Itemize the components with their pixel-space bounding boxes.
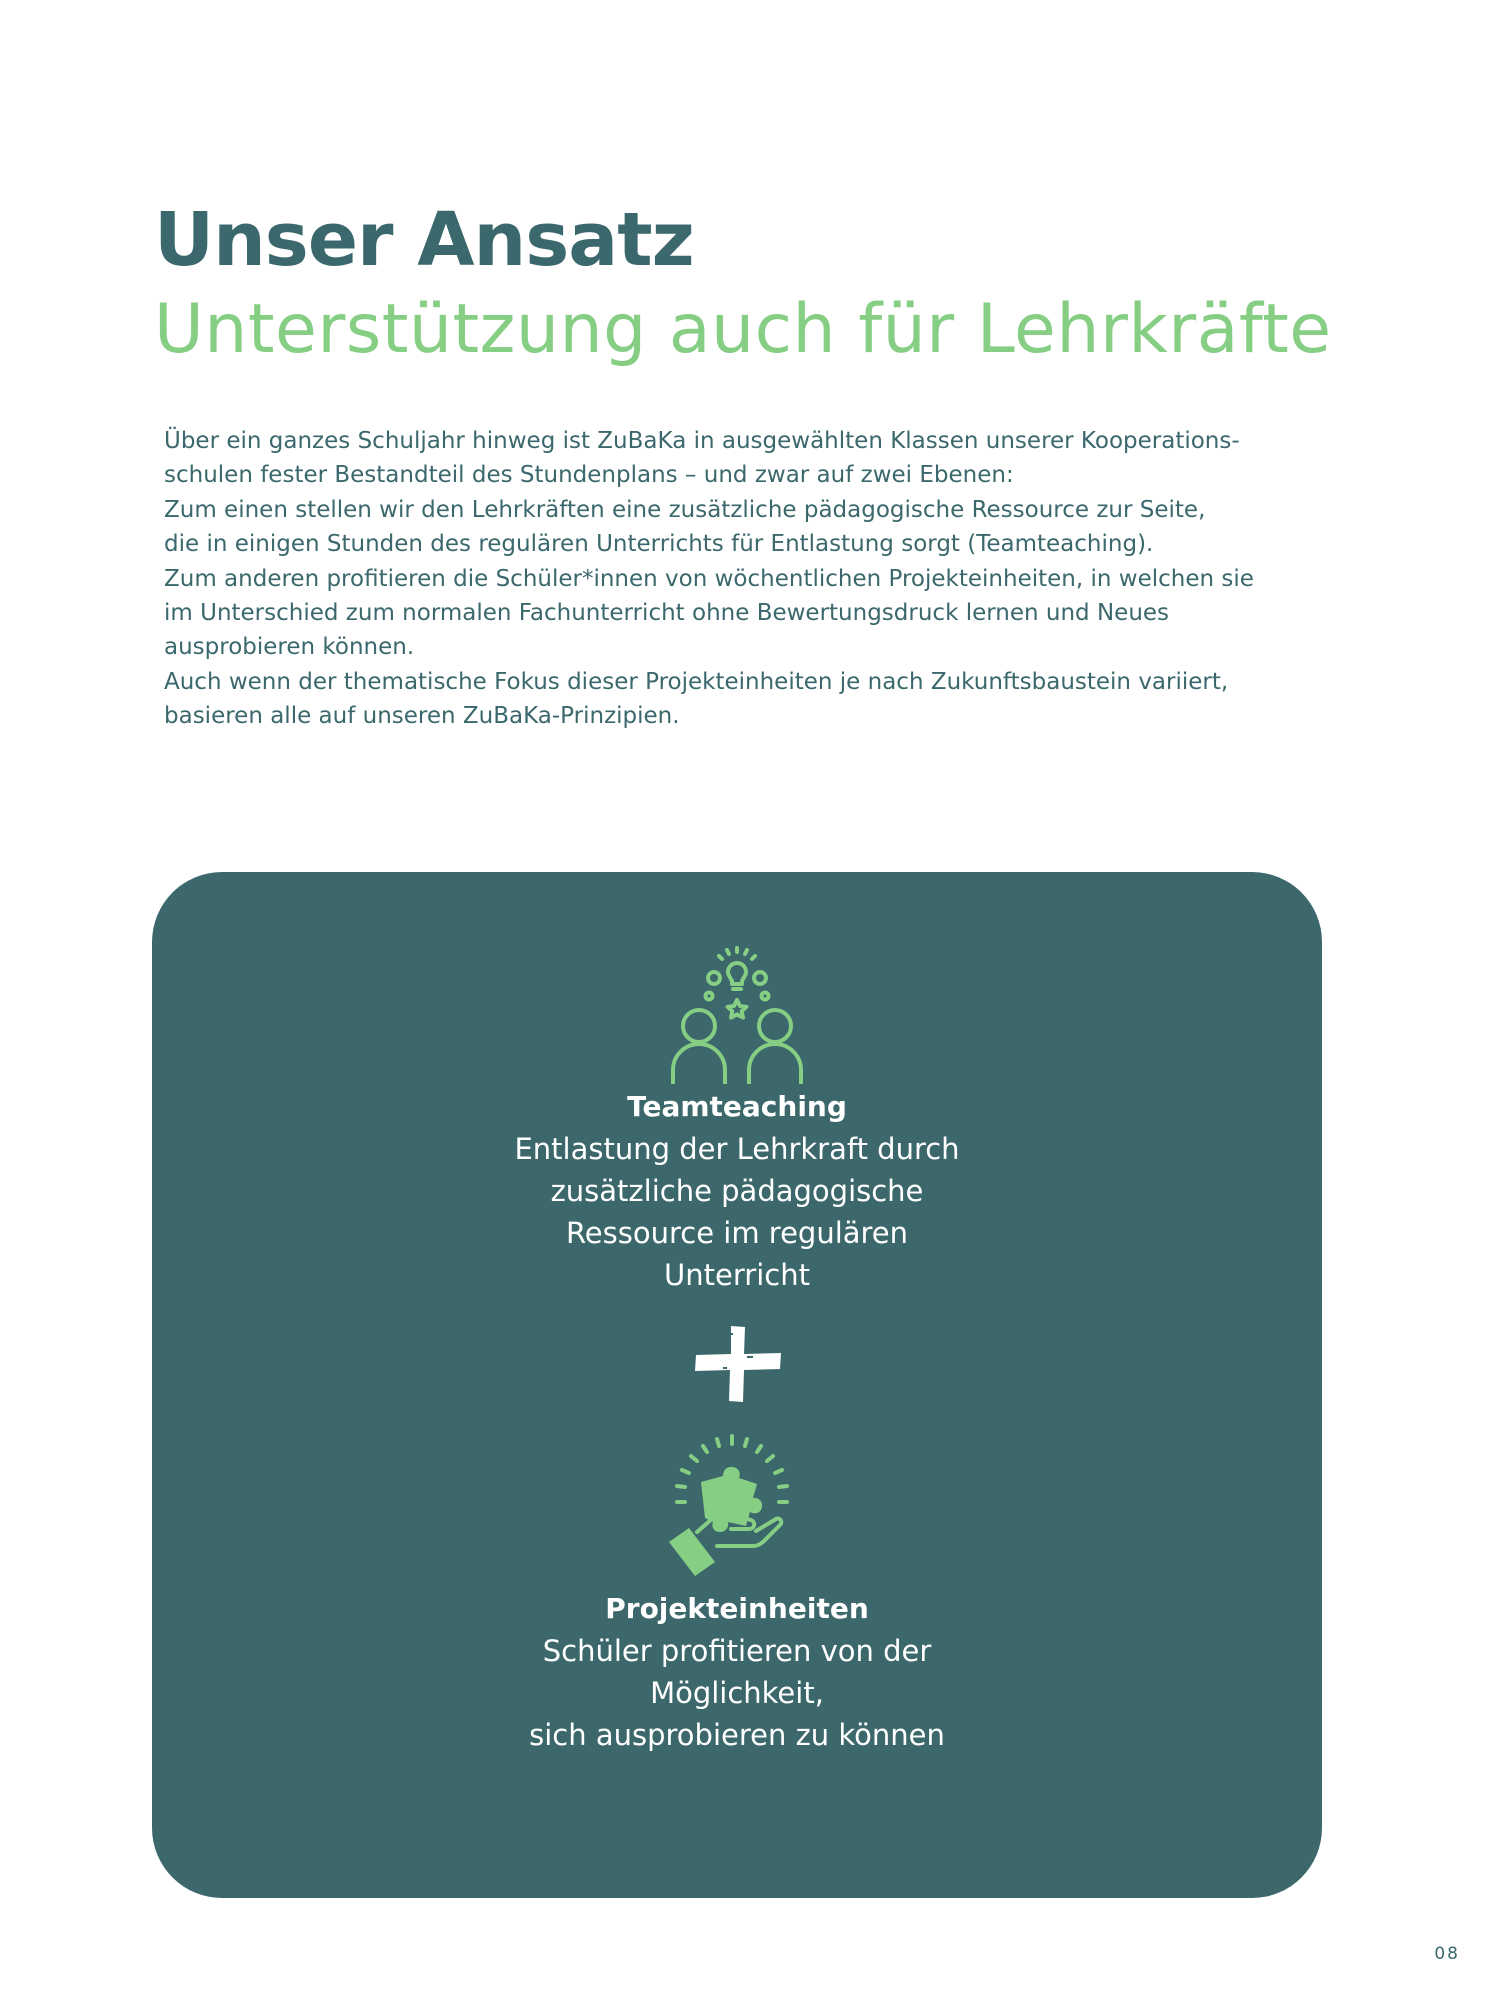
intro-line: im Unterschied zum normalen Fachunterricht ohne Bewertungsdruck lernen und Neues (164, 600, 1170, 627)
page-number: 08 (1434, 1944, 1460, 1964)
teamteaching-text (437, 1128, 1037, 1296)
hand-puzzle-icon (657, 1434, 807, 1584)
page-subtitle: Unterstützung auch für Lehrkräfte (154, 290, 1332, 369)
intro-line: Über ein ganzes Schuljahr hinweg ist ZuBaKa in ausgewählten Klassen unserer Kooperations- (164, 428, 1240, 454)
teamteaching-line: Unterricht (664, 1258, 810, 1292)
intro-line: schulen fester Bestandteil des Stundenplans – und zwar auf zwei Ebenen: (164, 462, 1014, 489)
intro-line: basieren alle auf unseren ZuBaKa-Prinzipien. (164, 703, 680, 730)
intro-line: ausprobieren können. (164, 634, 415, 661)
intro-line: Zum anderen profitieren die Schüler*innen von wöchentlichen Projekteinheiten, in welchen sie (164, 565, 1254, 592)
intro-line: die in einigen Stunden des regulären Unterrichts für Entlastung sorgt (Teamteaching). (164, 531, 1154, 558)
projekteinheiten-line: Schüler profitieren von der (542, 1634, 932, 1668)
projekteinheiten-line: sich ausprobieren zu können (529, 1718, 945, 1752)
projekteinheiten-title: Projekteinheiten (605, 1592, 869, 1625)
plus-icon (693, 1324, 783, 1404)
intro-line: Auch wenn der thematische Fokus dieser Projekteinheiten je nach Zukunftsbaustein variiert, (164, 668, 1229, 695)
teamteaching-title: Teamteaching (627, 1090, 847, 1123)
teamteaching-line: Ressource im regulären (565, 1216, 909, 1250)
approach-panel (152, 872, 1322, 1898)
teamteaching-line: zusätzliche pädagogische (550, 1174, 924, 1208)
projekteinheiten-line: Möglichkeit, (650, 1676, 824, 1710)
page-title: Unser Ansatz (154, 197, 694, 283)
intro-line: Zum einen stellen wir den Lehrkräften eine zusätzliche pädagogische Ressource zur Seite, (164, 496, 1206, 523)
teamteaching-line: Entlastung der Lehrkraft durch (514, 1132, 960, 1166)
intro-paragraph (164, 424, 1364, 734)
team-idea-icon (662, 934, 812, 1084)
projekteinheiten-text (437, 1630, 1037, 1756)
